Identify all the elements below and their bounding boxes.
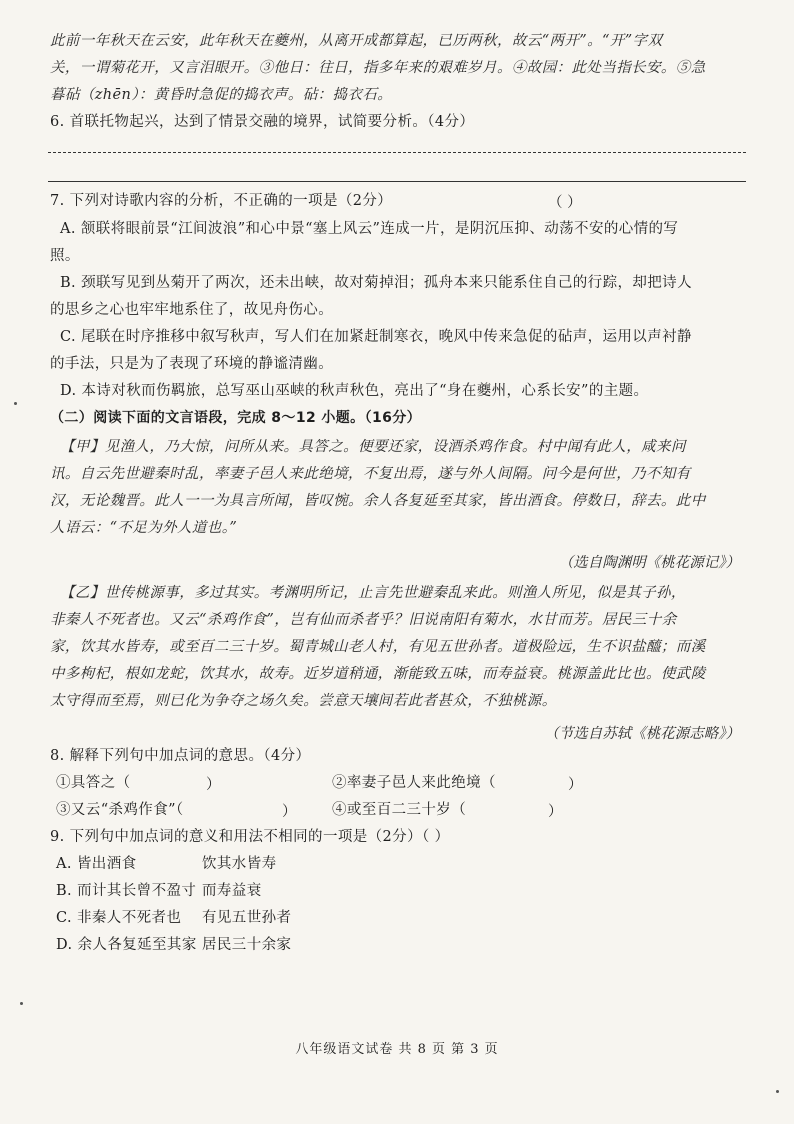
question-9-stem: 9. 下列句中加点词的意义和用法不相同的一项是（2分）（ ）: [50, 829, 450, 845]
q7-option-b-line-2: 的思乡之心也牢牢地系住了，故见舟伤心。: [50, 302, 334, 318]
note-line-2: 关，一谓菊花开，又言泪眼开。③他日：往日，指多年来的艰难岁月。④故园：此处当指长安。⑤急: [50, 60, 706, 76]
section-2-heading: （二）阅读下面的文言语段，完成 8～12 小题。（16分）: [50, 410, 422, 426]
note-line-3: 暮砧（zhēn）：黄昏时急促的捣衣声。砧：捣衣石。: [50, 87, 393, 103]
q8-item-2-close[interactable]: ）: [568, 777, 583, 793]
answer-line-2: [48, 181, 746, 182]
q9-option-a-right: 饮其水皆寿: [202, 856, 277, 872]
q8-item-4-close[interactable]: ）: [548, 804, 563, 820]
q7-option-d: D. 本诗对秋而伤羁旅，总写巫山巫峡的秋声秋色，亮出了“身在夔州，心系长安”的主题。: [60, 383, 649, 399]
q9-option-a-left: A. 皆出酒食: [56, 856, 137, 872]
passage-yi-line-2: 非秦人不死者也。又云“杀鸡作食”，岂有仙而杀者乎？旧说南阳有菊水，水甘而芳。居民三十余: [50, 612, 677, 628]
passage-jia-line-2: 讯。自云先世避秦时乱，率妻子邑人来此绝境，不复出焉，遂与外人间隔。问今是何世，乃不知有: [50, 466, 691, 482]
q8-item-1-close[interactable]: ）: [206, 777, 221, 793]
q7-option-a-line-2: 照。: [50, 248, 80, 264]
q8-item-1: ①具答之（: [56, 775, 131, 791]
scan-speck: [20, 1002, 23, 1005]
answer-line-1: [48, 152, 746, 153]
question-7-answer-paren[interactable]: （ ）: [548, 195, 582, 211]
q9-option-c-right: 有见五世孙者: [202, 910, 292, 926]
q8-item-2: ②率妻子邑人来此绝境（: [332, 775, 496, 791]
q9-option-d-right: 居民三十余家: [202, 937, 292, 953]
q9-option-b-left: B. 而计其长曾不盈寸: [56, 883, 197, 899]
q8-item-4: ④或至百二三十岁（: [332, 802, 467, 818]
question-6: 6. 首联托物起兴，达到了情景交融的境界，试简要分析。（4分）: [50, 114, 475, 130]
passage-jia-line-1: 【甲】见渔人，乃大惊，问所从来。具答之。便要还家，设酒杀鸡作食。村中闻有此人，咸来问: [60, 439, 686, 455]
question-7-stem: 7. 下列对诗歌内容的分析，不正确的一项是（2分）: [50, 193, 393, 209]
passage-yi-line-5: 太守得而至焉，则已化为争夺之场久矣。尝意天壤间若此者甚众，不独桃源。: [50, 693, 557, 709]
question-8-stem: 8. 解释下列句中加点词的意思。（4分）: [50, 748, 311, 764]
scan-speck: [776, 1090, 779, 1093]
q7-option-c-line-2: 的手法，只是为了表现了环境的静谧清幽。: [50, 356, 334, 372]
q8-item-3-close[interactable]: ）: [282, 804, 297, 820]
q9-option-c-left: C. 非秦人不死者也: [56, 910, 182, 926]
q9-option-b-right: 而寿益衰: [202, 883, 262, 899]
q7-option-c-line-1: C. 尾联在时序推移中叙写秋声，写人们在加紧赶制寒衣，晚风中传来急促的砧声，运用以声衬静: [60, 329, 692, 345]
passage-jia-line-4: 人语云：“不足为外人道也。”: [50, 520, 238, 536]
passage-jia-source: （选自陶渊明《桃花源记》）: [558, 555, 740, 571]
page-footer: 八年级语文试卷 共 8 页 第 3 页: [295, 1042, 499, 1057]
passage-yi-line-1: 【乙】世传桃源事，多过其实。考渊明所记，止言先世避秦乱来此。则渔人所见，似是其子孙，: [60, 585, 686, 601]
q9-option-d-left: D. 余人各复延至其家: [56, 937, 197, 953]
note-line-1: 此前一年秋天在云安，此年秋天在夔州，从离开成都算起，已历两秋，故云“两开”。“开”字双: [50, 33, 663, 49]
q8-item-3: ③又云“杀鸡作食”（: [56, 802, 184, 818]
q7-option-b-line-1: B. 颈联写见到丛菊开了两次，还未出峡，故对菊掉泪；孤舟本来只能系住自己的行踪，却把诗人: [60, 275, 692, 291]
passage-yi-line-3: 家，饮其水皆寿，或至百二三十岁。蜀青城山老人村，有见五世孙者。道极险远，生不识盐醯；而溪: [50, 639, 706, 655]
passage-jia-line-3: 汉，无论魏晋。此人一一为具言所闻，皆叹惋。余人各复延至其家，皆出酒食。停数日，辞去。此中: [50, 493, 706, 509]
passage-yi-source: （节选自苏轼《桃花源志略》）: [544, 726, 740, 742]
q7-option-a-line-1: A. 颔联将眼前景“江间波浪”和心中景“塞上风云”连成一片，是阴沉压抑、动荡不安的心情的写: [60, 221, 679, 237]
passage-yi-line-4: 中多枸杞，根如龙蛇，饮其水，故寿。近岁道稍通，渐能致五味，而寿益衰。桃源盖此比也。使武陵: [50, 666, 706, 682]
scan-speck: [14, 402, 17, 405]
